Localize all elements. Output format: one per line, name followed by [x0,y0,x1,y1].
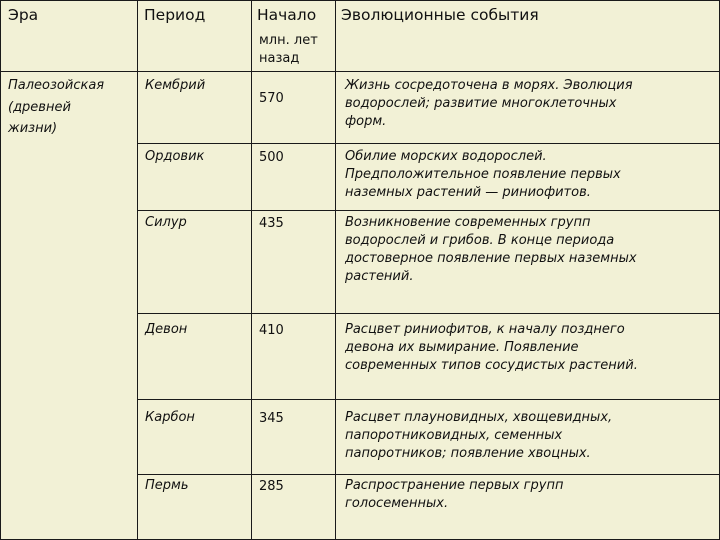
event-line: современных типов сосудистых растений. [345,358,638,373]
period-start: 410 [259,323,284,338]
era-name: Палеозойская [8,78,105,93]
period-name: Девон [145,322,188,337]
period-name: Кембрий [145,78,206,93]
header-divider [1,71,719,72]
event-line: Предположительное появление первых [345,167,621,182]
period-name: Пермь [145,478,189,493]
header-events: Эволюционные события [341,6,539,24]
row-divider [137,399,719,400]
period-name: Силур [145,215,187,230]
row-divider [137,313,719,314]
event-line: форм. [345,114,387,129]
event-line: Расцвет плауновидных, хвощевидных, [345,410,613,425]
header-era: Эра [8,6,39,24]
event-line: Возникновение современных групп [345,215,591,230]
period-start: 285 [259,479,284,494]
header-start: Начало [257,6,317,24]
event-line: наземных растений — риниофитов. [345,185,591,200]
era-name: жизни) [8,121,58,136]
period-name: Карбон [145,410,195,425]
column-divider [251,1,252,539]
event-line: водорослей и грибов. В конце периода [345,233,615,248]
event-line: Жизнь сосредоточена в морях. Эволюция [345,78,633,93]
event-line: папоротниковидных, семенных [345,428,563,443]
event-line: Распространение первых групп [345,478,564,493]
event-line: достоверное появление первых наземных [345,251,637,266]
column-divider [137,1,138,539]
header-period: Период [144,6,206,24]
event-line: Расцвет риниофитов, к началу позднего [345,322,625,337]
period-name: Ордовик [145,149,205,164]
event-line: Обилие морских водорослей. [345,149,547,164]
period-start: 500 [259,150,284,165]
event-line: водорослей; развитие многоклеточных [345,96,617,111]
row-divider [137,143,719,144]
column-divider [335,1,336,539]
era-name: (древней [8,100,71,115]
event-line: девона их вымирание. Появление [345,340,579,355]
header-start-unit: назад [259,51,300,66]
event-line: папоротников; появление хвоцных. [345,446,591,461]
period-start: 570 [259,91,284,106]
row-divider [137,474,719,475]
period-start: 345 [259,411,284,426]
event-line: растений. [345,269,414,284]
row-divider [137,210,719,211]
event-line: голосеменных. [345,496,449,511]
header-start-unit: млн. лет [259,33,318,48]
period-start: 435 [259,216,284,231]
